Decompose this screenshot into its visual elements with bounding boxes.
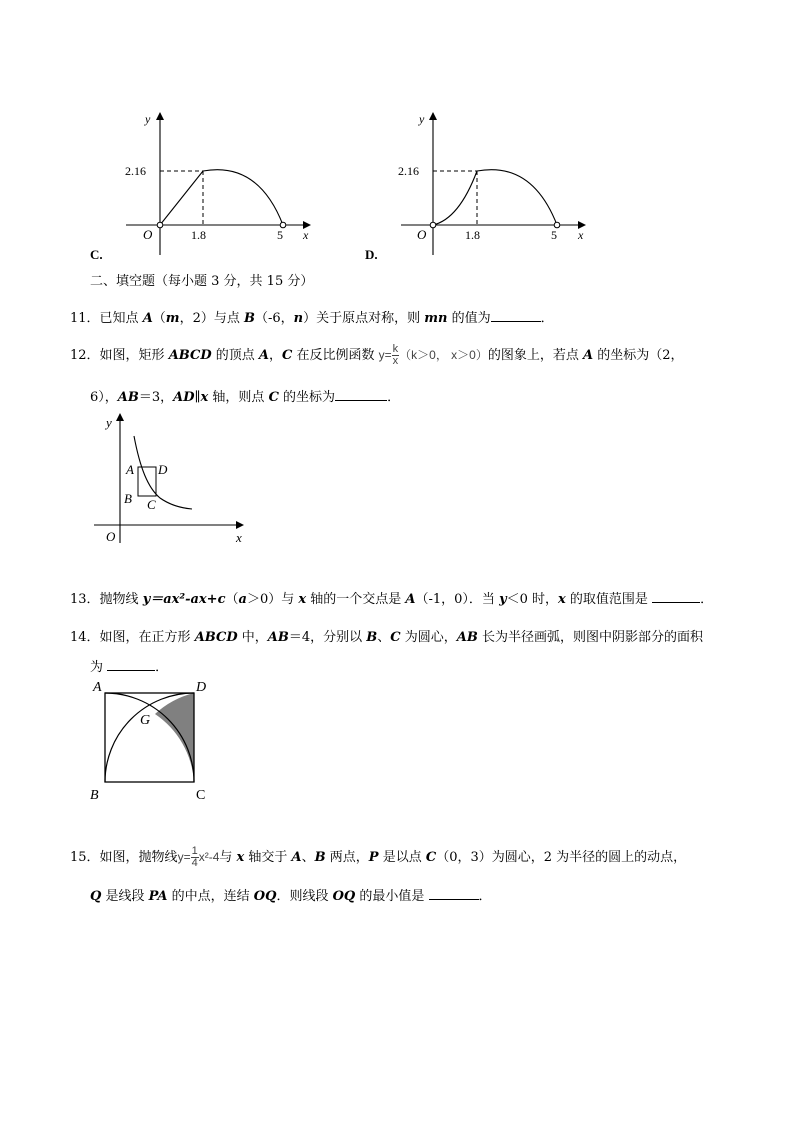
q14-answer-blank[interactable]: [107, 659, 155, 671]
q15-point-q: Q: [90, 889, 102, 904]
q15-text: （0，3）为圆心，2 为半径的圆上的动点，: [436, 850, 687, 865]
q12-text: ＝3，: [138, 390, 174, 405]
q13-text: 轴的一个交点是: [306, 592, 406, 607]
q15-formula-rest: x²-4: [198, 850, 220, 864]
option-d-label: D.: [365, 247, 378, 262]
q11-var-mn: mn: [424, 311, 448, 326]
q15-point-a: A: [291, 850, 302, 865]
q13-point-a: A: [405, 592, 416, 607]
graph-d-x-label: x: [578, 228, 584, 242]
q11-number: 11．: [70, 311, 100, 326]
q12-text: 的坐标为: [278, 390, 336, 405]
q12-text: 轴，则点: [208, 390, 269, 405]
q15-text: 与: [219, 850, 237, 865]
q13-var-x: x: [558, 592, 566, 607]
graph-c-origin-point: [157, 222, 163, 228]
q15-text: 两点，: [325, 850, 369, 865]
q15-formula-y: y=: [177, 850, 191, 864]
q12-text: 的图象上，若点: [487, 348, 583, 363]
graph-d-rise-curve: [433, 171, 477, 225]
q11-text: ，2）与点: [179, 311, 244, 326]
q13-text: 抛物线: [99, 592, 143, 607]
graph-c: [120, 105, 320, 265]
q15-text: 如图，抛物线: [99, 850, 178, 865]
graph-d-x-tick-peak: 1.8: [465, 228, 480, 242]
q12-text: 6），: [90, 390, 118, 405]
q15-fraction-denominator: 4: [191, 857, 198, 870]
graph-d-end-point: [554, 222, 560, 228]
q12-answer-blank[interactable]: [335, 389, 387, 401]
graph-d-x-tick-end: 5: [551, 228, 557, 242]
q15-formula: [177, 845, 220, 870]
q12-text: 如图，矩形: [99, 348, 169, 363]
q11-var-n: n: [293, 311, 304, 326]
q12-rectangle: [138, 467, 156, 496]
q12-fraction-numerator: k: [392, 343, 399, 356]
q14-text: 为: [90, 660, 108, 675]
q15-text: 轴交于: [244, 850, 292, 865]
q11-text: （: [152, 311, 166, 326]
q14-point-c: C: [390, 630, 401, 645]
q11-answer-blank[interactable]: [491, 310, 541, 322]
q14-segment-ab: AB: [456, 630, 478, 645]
q13-number: 13．: [70, 592, 100, 607]
q13-var-x: x: [298, 592, 307, 607]
graph-c-origin-label: O: [143, 227, 153, 242]
question-14-line-2: [90, 656, 168, 675]
q14-label-d: D: [196, 680, 207, 695]
graph-d-y-tick: 2.16: [398, 164, 419, 178]
q11-text: 已知点: [99, 311, 143, 326]
q14-number: 14．: [70, 630, 100, 645]
q12-point-a: A: [258, 348, 269, 363]
q12-segment-ad: AD: [173, 390, 195, 405]
q14-square-abcd: ABCD: [194, 630, 238, 645]
question-13: [70, 588, 713, 607]
q11-text: 的值为: [447, 311, 491, 326]
q12-point-c: C: [268, 390, 279, 405]
q11-text: （-6，: [254, 311, 294, 326]
q14-shaded-region: [155, 693, 194, 782]
q13-equation: y＝ax²-ax+c: [142, 592, 226, 607]
question-14-line-1: [70, 626, 703, 645]
q15-period: ．: [478, 889, 492, 904]
q12-text: 的顶点: [211, 348, 259, 363]
question-15-line-2: [90, 885, 492, 904]
q14-label-b: B: [90, 788, 99, 803]
q15-number: 15．: [70, 850, 100, 865]
q12-text: 在反比例函数: [292, 348, 379, 363]
graph-d-origin-label: O: [417, 227, 427, 242]
q11-period: ．: [540, 311, 554, 326]
q13-var-y: y: [499, 592, 507, 607]
q12-formula-condition: （k＞0， x＞0）: [399, 348, 488, 362]
q12-figure: [88, 408, 258, 548]
question-11: [70, 307, 554, 326]
q14-text: 、: [377, 630, 391, 645]
q12-point-a: A: [582, 348, 594, 363]
option-c-label: C.: [90, 247, 103, 262]
q13-text: ＜0 时，: [506, 592, 559, 607]
q15-fraction-numerator: 1: [191, 845, 198, 858]
q13-period: ．: [700, 592, 714, 607]
q11-point-b: B: [243, 311, 255, 326]
q15-point-p: P: [368, 850, 379, 865]
question-12-line-2: [90, 386, 400, 405]
q12-point-c: C: [282, 348, 293, 363]
graph-c-y-label: y: [145, 112, 151, 126]
q14-point-b: B: [366, 630, 378, 645]
q11-var-m: m: [165, 311, 180, 326]
q12-number: 12．: [70, 348, 100, 363]
q14-text: 中，: [237, 630, 268, 645]
section-2-heading: 二、填空题（每小题 3 分，共 15 分）: [90, 274, 314, 289]
q12-formula: [378, 343, 488, 368]
q13-text: ＞0）与: [246, 592, 299, 607]
q12-text: ∥: [194, 390, 201, 405]
q15-text: ．则线段: [276, 889, 333, 904]
graph-c-x-tick-end: 5: [277, 228, 283, 242]
q15-text: 是以点: [378, 850, 426, 865]
graph-d: [395, 105, 595, 265]
q15-var-x: x: [236, 850, 245, 865]
q15-text: 的最小值是: [355, 889, 429, 904]
q12-rect-abcd: ABCD: [168, 348, 212, 363]
q15-formula-fraction: [191, 846, 199, 869]
question-15-line-1: [70, 846, 686, 869]
q13-answer-blank[interactable]: [652, 591, 700, 603]
q14-figure: [84, 676, 224, 806]
q14-segment-ab: AB: [267, 630, 289, 645]
q14-text: ＝4，分别以: [288, 630, 367, 645]
q13-var-a: a: [238, 592, 247, 607]
q12-period: ．: [387, 390, 401, 405]
graph-c-end-point: [280, 222, 286, 228]
q12-var-x: x: [200, 390, 209, 405]
graph-c-x-label: x: [303, 228, 309, 242]
q14-text: 如图，在正方形: [99, 630, 195, 645]
q15-point-b: B: [314, 850, 326, 865]
graph-c-fall-curve: [203, 170, 283, 225]
q15-segment-oq: OQ: [253, 889, 277, 904]
q15-text: 、: [301, 850, 315, 865]
graph-d-y-label: y: [419, 112, 425, 126]
q12-label-b: B: [124, 491, 132, 506]
q12-text: ，: [268, 348, 282, 363]
graph-c-y-tick: 2.16: [125, 164, 146, 178]
q14-text: 长为半径画弧，则图中阴影部分的面积: [477, 630, 703, 645]
graph-d-fall-curve: [477, 170, 557, 225]
q12-label-c: C: [147, 497, 156, 512]
q12-fraction-denominator: x: [392, 355, 399, 368]
q12-y-label: y: [106, 415, 112, 430]
q15-segment-pa: PA: [148, 889, 168, 904]
q15-text: 的中点，连结: [167, 889, 254, 904]
q15-answer-blank[interactable]: [429, 888, 479, 900]
q13-text: （: [225, 592, 239, 607]
q13-text: （-1，0）．当: [415, 592, 500, 607]
graph-c-rise-line: [160, 171, 203, 225]
graph-c-x-tick-peak: 1.8: [191, 228, 206, 242]
q12-label-a: A: [126, 462, 134, 477]
q15-point-c: C: [425, 850, 437, 865]
q14-label-g: G: [140, 713, 151, 728]
q12-origin-label: O: [106, 529, 116, 544]
q13-text: 的取值范围是: [565, 592, 653, 607]
q15-text: 是线段: [101, 889, 149, 904]
graph-d-origin-point: [430, 222, 436, 228]
q14-label-a: A: [93, 680, 102, 695]
q15-segment-oq: OQ: [332, 889, 356, 904]
q14-label-c: C: [196, 788, 206, 803]
q12-label-d: D: [158, 462, 168, 477]
q12-x-label: x: [236, 530, 242, 545]
q12-segment-ab: AB: [117, 390, 139, 405]
q11-text: ）关于原点对称，则: [303, 311, 425, 326]
question-12-line-1: [70, 344, 683, 367]
q11-point-a: A: [142, 311, 153, 326]
q12-formula-y: y=: [378, 348, 392, 362]
q14-text: 为圆心，: [400, 630, 457, 645]
q14-period: ．: [155, 660, 169, 675]
q12-text: 的坐标为（2，: [593, 348, 684, 363]
